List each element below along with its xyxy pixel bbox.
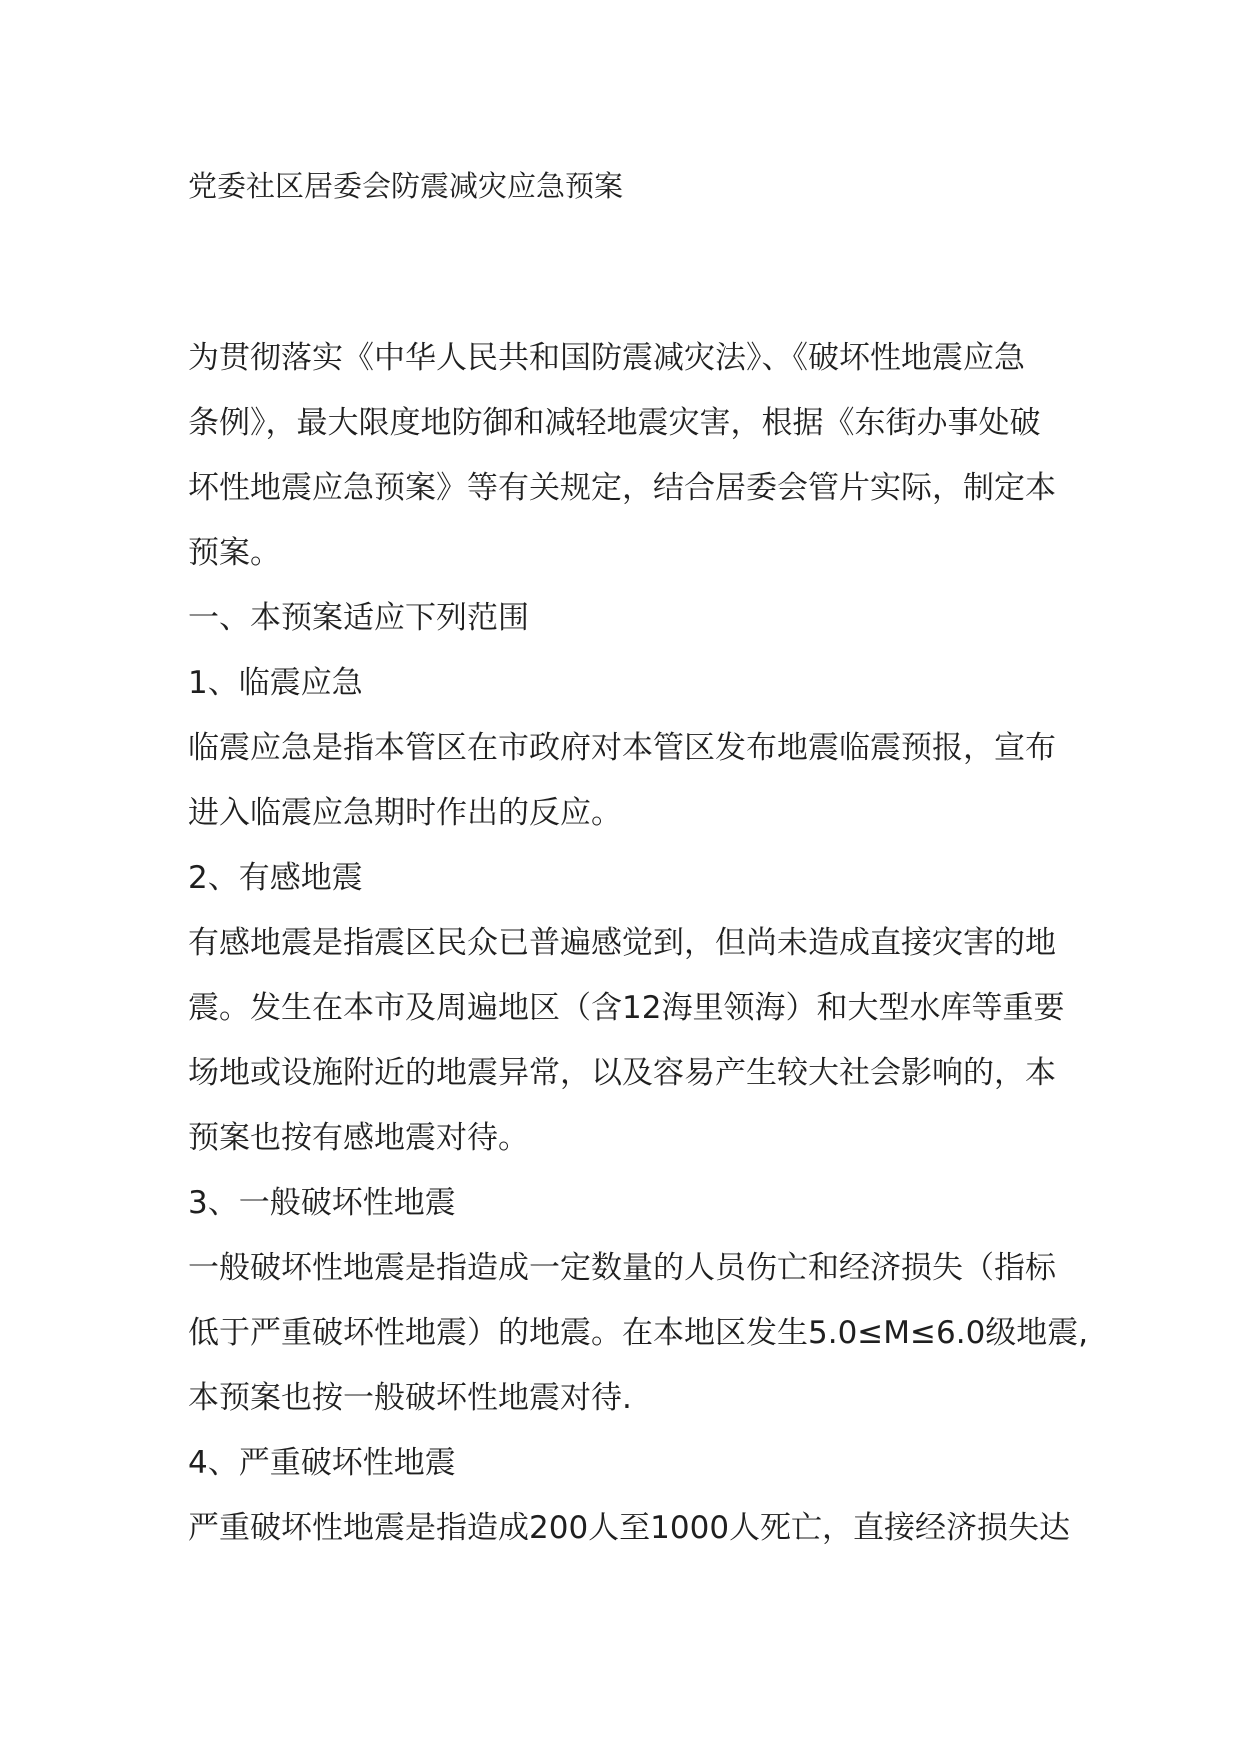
document-title: 党委社区居委会防震减灾应急预案 — [188, 169, 624, 203]
body-line: 坏性地震应急预案》等有关规定，结合居委会管片实际，制定本 — [188, 470, 1056, 506]
body-line: 预案。 — [188, 535, 281, 571]
body-line: 条例》，最大限度地防御和减轻地震灾害，根据《东街办事处破 — [188, 405, 1041, 441]
body-line: 为贯彻落实《中华人民共和国防震减灾法》、《破坏性地震应急 — [188, 340, 1025, 376]
body-line: 临震应急是指本管区在市政府对本管区发布地震临震预报，宣布 — [188, 730, 1056, 766]
body-line: 低于严重破坏性地震）的地震。在本地区发生5.0≤M≤6.0级地震, — [188, 1315, 1089, 1351]
subsection-heading: 4、严重破坏性地震 — [188, 1445, 456, 1481]
body-line: 一般破坏性地震是指造成一定数量的人员伤亡和经济损失（指标 — [188, 1250, 1056, 1286]
body-line: 严重破坏性地震是指造成200人至1000人死亡，直接经济损失达 — [188, 1510, 1071, 1546]
subsection-heading: 3、一般破坏性地震 — [188, 1185, 456, 1221]
section-heading: 一、本预案适应下列范围 — [188, 600, 529, 636]
subsection-heading: 2、有感地震 — [188, 860, 363, 896]
body-line: 有感地震是指震区民众已普遍感觉到，但尚未造成直接灾害的地 — [188, 925, 1056, 961]
body-line: 进入临震应急期时作出的反应。 — [188, 795, 622, 831]
subsection-heading: 1、临震应急 — [188, 665, 363, 701]
body-line: 震。发生在本市及周遍地区（含12海里领海）和大型水库等重要 — [188, 990, 1065, 1026]
document-body — [188, 326, 1089, 1561]
body-line: 场地或设施附近的地震异常，以及容易产生较大社会影响的，本 — [188, 1055, 1056, 1091]
body-line: 预案也按有感地震对待。 — [188, 1120, 529, 1156]
body-line: 本预案也按一般破坏性地震对待. — [188, 1380, 632, 1416]
